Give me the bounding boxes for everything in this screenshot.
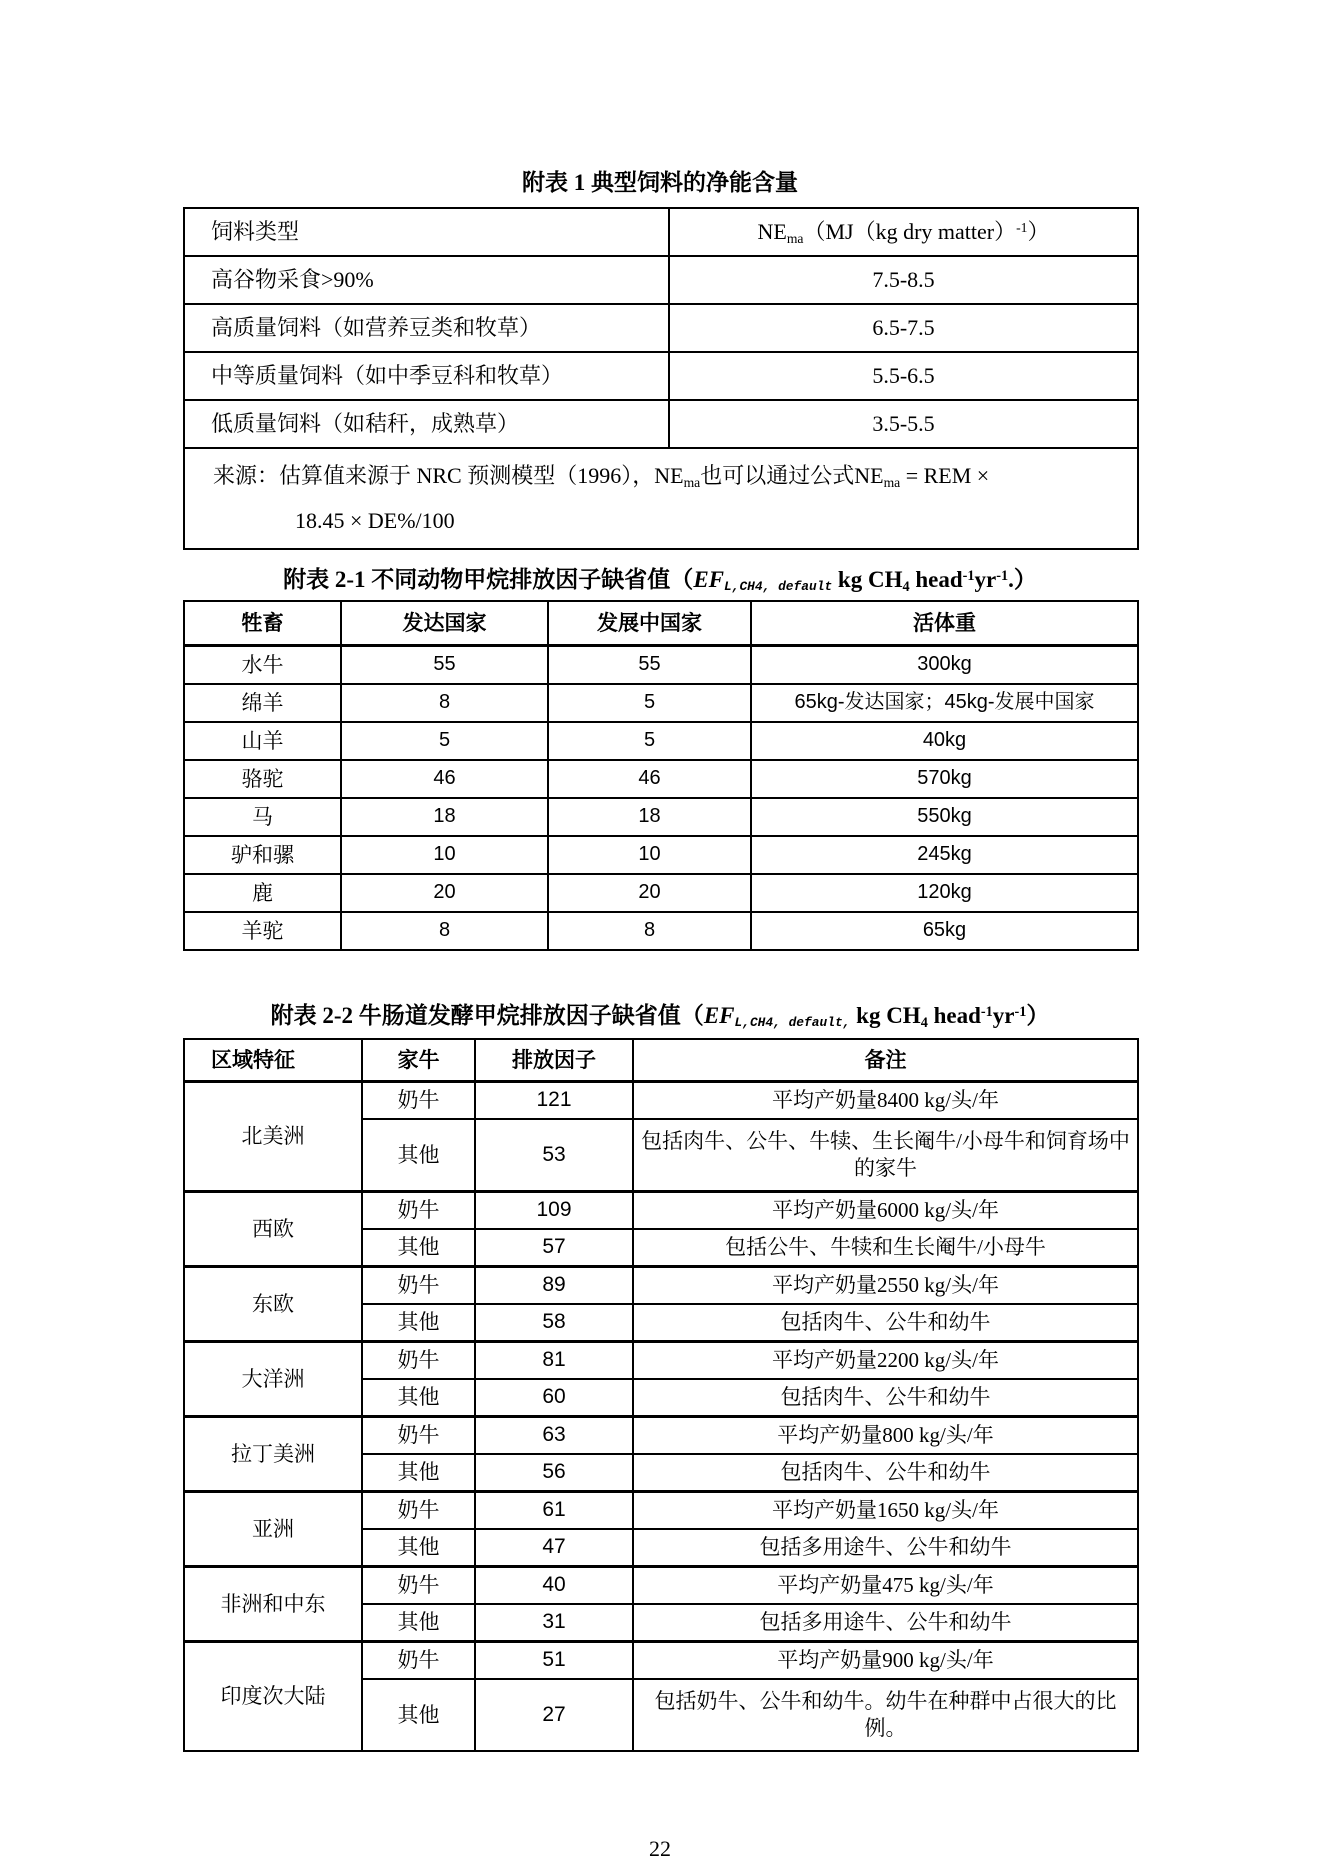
feed-net-energy-table-body (184, 208, 1138, 549)
table2-1-header-row (184, 601, 1138, 646)
superscript-text: -1 (962, 567, 975, 584)
emission-factor-cell: 63 (475, 1416, 633, 1454)
emission-factor-cell: 51 (475, 1641, 633, 1679)
live-weight-cell: 120kg (751, 874, 1138, 912)
feed-type-cell: 高谷物采食>90% (184, 256, 669, 304)
emission-factor-cell: 53 (475, 1119, 633, 1192)
emission-factor-cell: 57 (475, 1229, 633, 1267)
table2-2-title (183, 1001, 1137, 1031)
text-run: （MJ（kg dry matter） (803, 219, 1017, 245)
text-run: 来源：估算值来源于 NRC 预测模型（1996），NE (213, 462, 684, 488)
note-cell: 包括多用途牛、公牛和幼牛 (633, 1604, 1138, 1642)
text-run: ） (1027, 219, 1050, 245)
table-row (184, 1416, 1138, 1454)
text-run: 附表 2-1 不同动物甲烷排放因子缺省值（ (283, 566, 694, 592)
factor-header-cell: 排放因子 (475, 1039, 633, 1082)
table-row (184, 645, 1138, 684)
text-run: NE (757, 219, 787, 245)
emission-factor-cell: 109 (475, 1191, 633, 1229)
feed-type-cell: 高质量饲料（如营养豆类和牧草） (184, 304, 669, 352)
note-cell: 包括肉牛、公牛、牛犊、生长阉牛/小母牛和饲育场中的家牛 (633, 1119, 1138, 1192)
note-cell: 包括多用途牛、公牛和幼牛 (633, 1529, 1138, 1567)
cattle-type-cell: 奶牛 (362, 1416, 475, 1454)
table-row (184, 912, 1138, 950)
cattle-type-cell: 奶牛 (362, 1341, 475, 1379)
developed-value-cell: 8 (341, 684, 548, 722)
note-cell: 平均产奶量900 kg/头/年 (633, 1641, 1138, 1679)
cattle-type-cell: 其他 (362, 1119, 475, 1192)
live-weight-cell: 245kg (751, 836, 1138, 874)
region-cell: 大洋洲 (184, 1341, 362, 1416)
superscript-text: -1 (1014, 1003, 1027, 1020)
table-row (184, 352, 1138, 400)
live-weight-header-cell: 活体重 (751, 601, 1138, 646)
subscript-text: 4 (920, 1014, 928, 1031)
developing-value-cell: 5 (548, 722, 751, 760)
table-row (184, 798, 1138, 836)
developed-value-cell: 55 (341, 645, 548, 684)
text-run: 附表 2-2 牛肠道发酵甲烷排放因子缺省值（ (270, 1002, 704, 1028)
text-run: EF (693, 566, 724, 592)
animal-cell: 水牛 (184, 645, 341, 684)
feed-type-header-cell: 饲料类型 (184, 208, 669, 256)
cattle-type-cell: 其他 (362, 1379, 475, 1417)
cattle-type-cell: 奶牛 (362, 1081, 475, 1119)
cattle-enteric-fermentation-table (183, 1038, 1139, 1752)
table-row (184, 1491, 1138, 1529)
cattle-type-cell: 其他 (362, 1454, 475, 1492)
table-row (184, 722, 1138, 760)
animal-methane-factor-table-body (184, 601, 1138, 950)
table-row (184, 760, 1138, 798)
note-cell: 包括肉牛、公牛和幼牛 (633, 1304, 1138, 1342)
region-cell: 拉丁美洲 (184, 1416, 362, 1491)
emission-factor-cell: 31 (475, 1604, 633, 1642)
note-cell: 包括肉牛、公牛和幼牛 (633, 1454, 1138, 1492)
note-cell: 包括奶牛、公牛和幼牛。幼牛在种群中占很大的比例。 (633, 1679, 1138, 1751)
region-cell: 北美洲 (184, 1081, 362, 1191)
animal-cell: 羊驼 (184, 912, 341, 950)
animal-cell: 山羊 (184, 722, 341, 760)
cattle-header-cell: 家牛 (362, 1039, 475, 1082)
feed-net-energy-table (183, 207, 1139, 550)
ne-value-cell: 5.5-6.5 (669, 352, 1138, 400)
cattle-type-cell: 其他 (362, 1229, 475, 1267)
animal-header-cell: 牲畜 (184, 601, 341, 646)
subscript-text: 4 (902, 578, 910, 595)
cattle-type-cell: 奶牛 (362, 1491, 475, 1529)
feed-type-cell: 低质量饲料（如秸秆，成熟草） (184, 400, 669, 448)
note-cell: 平均产奶量475 kg/头/年 (633, 1566, 1138, 1604)
note-cell: 平均产奶量1650 kg/头/年 (633, 1491, 1138, 1529)
region-cell: 西欧 (184, 1191, 362, 1266)
cattle-type-cell: 其他 (362, 1679, 475, 1751)
cattle-type-cell: 其他 (362, 1304, 475, 1342)
text-run: kg CH (832, 566, 903, 592)
emission-factor-cell: 47 (475, 1529, 633, 1567)
region-header-cell: 区域特征 (184, 1039, 362, 1082)
table-row (184, 1266, 1138, 1304)
animal-methane-factor-table (183, 600, 1139, 951)
cattle-type-cell: 其他 (362, 1529, 475, 1567)
note-cell: 平均产奶量8400 kg/头/年 (633, 1081, 1138, 1119)
ne-value-cell: 7.5-8.5 (669, 256, 1138, 304)
table-row (184, 874, 1138, 912)
developed-value-cell: 18 (341, 798, 548, 836)
table1-title: 附表 1 典型饲料的净能含量 (522, 170, 798, 195)
table-row (184, 1641, 1138, 1679)
developed-value-cell: 8 (341, 912, 548, 950)
table1-header-row (184, 208, 1138, 256)
live-weight-cell: 65kg-发达国家；45kg-发展中国家 (751, 684, 1138, 722)
cattle-type-cell: 其他 (362, 1604, 475, 1642)
subscript-text: L,CH4, default, (734, 1015, 851, 1031)
superscript-text: -1 (996, 567, 1009, 584)
emission-factor-cell: 40 (475, 1566, 633, 1604)
region-cell: 非洲和中东 (184, 1566, 362, 1641)
note-cell: 包括肉牛、公牛和幼牛 (633, 1379, 1138, 1417)
emission-factor-cell: 27 (475, 1679, 633, 1751)
text-run: .） (1008, 566, 1037, 592)
ne-value-cell: 3.5-5.5 (669, 400, 1138, 448)
live-weight-cell: 300kg (751, 645, 1138, 684)
region-cell: 东欧 (184, 1266, 362, 1341)
live-weight-cell: 570kg (751, 760, 1138, 798)
emission-factor-cell: 60 (475, 1379, 633, 1417)
developing-value-cell: 18 (548, 798, 751, 836)
table2-1-title (183, 565, 1137, 595)
emission-factor-cell: 89 (475, 1266, 633, 1304)
animal-cell: 骆驼 (184, 760, 341, 798)
table-row (184, 1341, 1138, 1379)
subscript-text: L,CH4, default (724, 579, 833, 595)
page-number: 22 (649, 1835, 671, 1861)
emission-factor-cell: 121 (475, 1081, 633, 1119)
source-note-cell (184, 448, 1138, 549)
text-run: 也可以通过公式NE (700, 462, 884, 488)
subscript-text: ma (683, 474, 701, 490)
cattle-type-cell: 奶牛 (362, 1191, 475, 1229)
note-header-cell: 备注 (633, 1039, 1138, 1082)
text-run: yr (974, 566, 997, 592)
text-run: kg CH (850, 1002, 921, 1028)
subscript-text: ma (786, 230, 804, 246)
developed-value-cell: 10 (341, 836, 548, 874)
developed-header-cell: 发达国家 (341, 601, 548, 646)
feed-type-cell: 中等质量饲料（如中季豆科和牧草） (184, 352, 669, 400)
table-row (184, 836, 1138, 874)
live-weight-cell: 40kg (751, 722, 1138, 760)
live-weight-cell: 550kg (751, 798, 1138, 836)
text-run: yr (992, 1002, 1015, 1028)
emission-factor-cell: 56 (475, 1454, 633, 1492)
region-cell: 印度次大陆 (184, 1641, 362, 1751)
emission-factor-cell: 61 (475, 1491, 633, 1529)
developing-value-cell: 8 (548, 912, 751, 950)
cattle-type-cell: 奶牛 (362, 1266, 475, 1304)
developing-value-cell: 5 (548, 684, 751, 722)
developing-value-cell: 55 (548, 645, 751, 684)
table-row (184, 256, 1138, 304)
document-page (183, 0, 1137, 1862)
table-row (184, 1191, 1138, 1229)
table-row (184, 684, 1138, 722)
animal-cell: 马 (184, 798, 341, 836)
text-run: EF (703, 1002, 735, 1028)
ne-header-cell (669, 208, 1138, 256)
animal-cell: 鹿 (184, 874, 341, 912)
table-row (184, 1081, 1138, 1119)
source-note-line2: 18.45 × DE%/100 (295, 507, 455, 533)
developing-value-cell: 46 (548, 760, 751, 798)
text-run: = REM × (900, 462, 990, 488)
cattle-type-cell: 奶牛 (362, 1566, 475, 1604)
text-run: head (927, 1002, 981, 1028)
table1-source-row (184, 448, 1138, 549)
region-cell: 亚洲 (184, 1491, 362, 1566)
table2-2-header-row (184, 1039, 1138, 1082)
cattle-enteric-fermentation-table-body (184, 1039, 1138, 1751)
developed-value-cell: 46 (341, 760, 548, 798)
animal-cell: 驴和骡 (184, 836, 341, 874)
source-note-line1 (213, 455, 1131, 500)
live-weight-cell: 65kg (751, 912, 1138, 950)
text-run: ） (1026, 1002, 1050, 1028)
note-cell: 平均产奶量6000 kg/头/年 (633, 1191, 1138, 1229)
emission-factor-cell: 81 (475, 1341, 633, 1379)
text-run: head (909, 566, 963, 592)
superscript-text: -1 (1016, 220, 1028, 236)
developed-value-cell: 5 (341, 722, 548, 760)
note-cell: 平均产奶量800 kg/头/年 (633, 1416, 1138, 1454)
table-row (184, 304, 1138, 352)
note-cell: 包括公牛、牛犊和生长阉牛/小母牛 (633, 1229, 1138, 1267)
note-cell: 平均产奶量2200 kg/头/年 (633, 1341, 1138, 1379)
developing-value-cell: 20 (548, 874, 751, 912)
ne-value-cell: 6.5-7.5 (669, 304, 1138, 352)
developed-value-cell: 20 (341, 874, 548, 912)
developing-value-cell: 10 (548, 836, 751, 874)
table-row (184, 1566, 1138, 1604)
animal-cell: 绵羊 (184, 684, 341, 722)
superscript-text: -1 (980, 1003, 993, 1020)
cattle-type-cell: 奶牛 (362, 1641, 475, 1679)
emission-factor-cell: 58 (475, 1304, 633, 1342)
developing-header-cell: 发展中国家 (548, 601, 751, 646)
table-row (184, 400, 1138, 448)
note-cell: 平均产奶量2550 kg/头/年 (633, 1266, 1138, 1304)
subscript-text: ma (883, 474, 901, 490)
